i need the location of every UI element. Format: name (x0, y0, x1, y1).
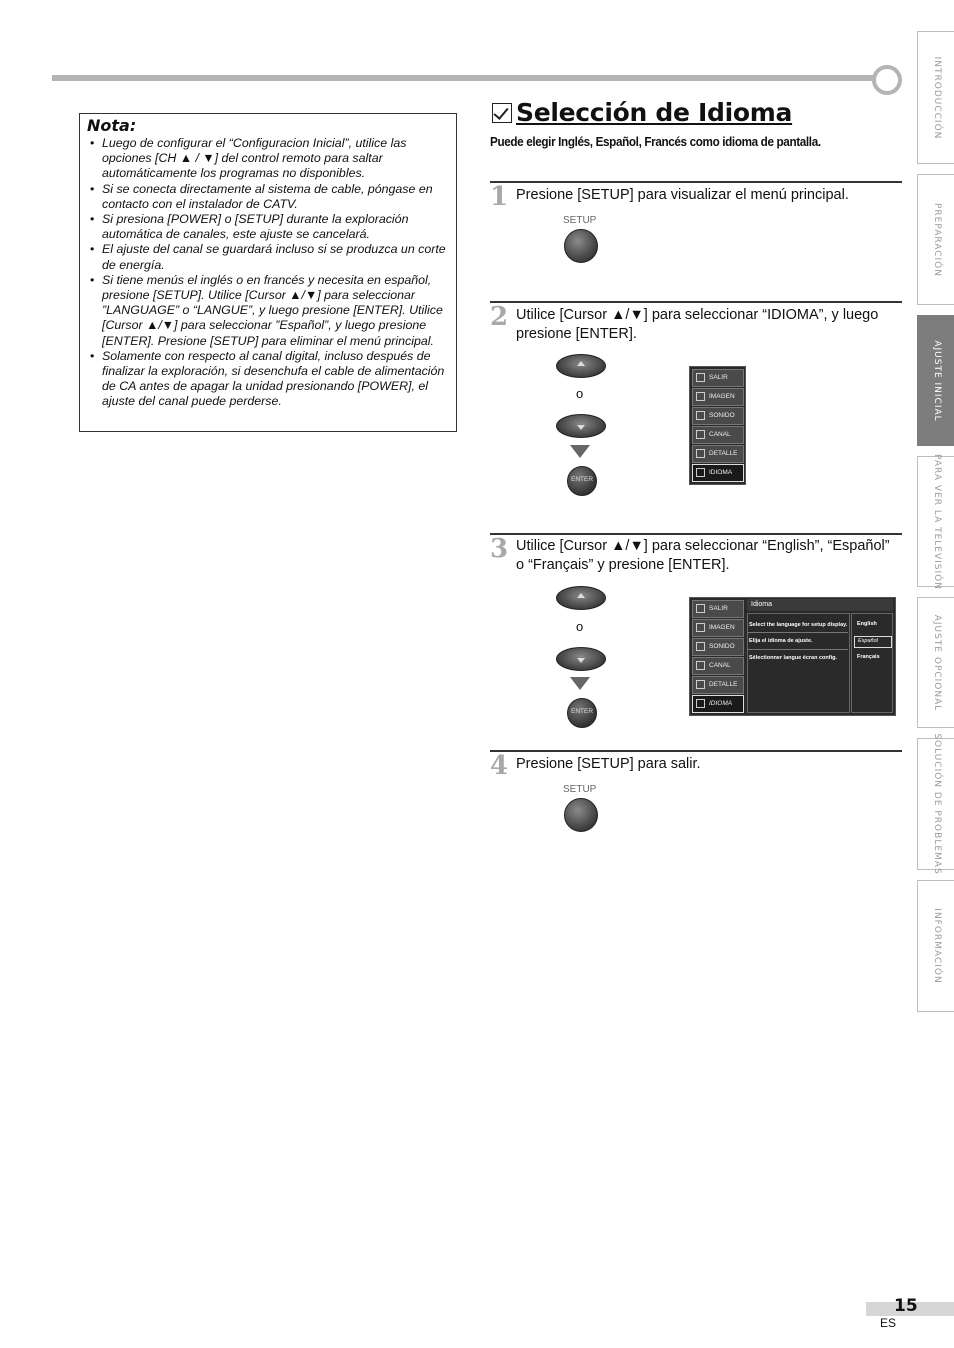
note-list (90, 136, 450, 410)
menu-item-label: SALIR (709, 605, 728, 612)
step-divider (490, 533, 902, 535)
tab-label: PREPARACIÓN (931, 202, 942, 277)
enter-label: ENTER (570, 476, 594, 483)
enter-button[interactable] (567, 466, 597, 496)
menu-item-label: CANAL (709, 662, 731, 669)
description-spanish: Elija el idioma de ajuste. (749, 638, 813, 644)
arrow-down-icon (577, 658, 585, 663)
menu-item-canal[interactable] (692, 657, 744, 675)
tab-preparacion[interactable] (917, 174, 954, 305)
note-item: • El ajuste del canal se guardará incluso si se produzca un corte de energía. (90, 242, 450, 272)
language-icon (696, 468, 705, 477)
step-number: 3 (490, 534, 509, 564)
description-french: Sélectionner langue écran config. (749, 655, 838, 661)
divider (748, 649, 848, 650)
step-text: Presione [SETUP] para salir. (516, 756, 701, 772)
detail-icon (696, 680, 705, 689)
arrow-down-icon (577, 425, 585, 430)
checkbox-icon (492, 103, 512, 123)
tab-introduccion[interactable] (917, 31, 954, 164)
or-label: o (576, 619, 584, 634)
tab-ajuste-inicial[interactable] (917, 315, 954, 446)
step-text: Presione [SETUP] para visualizar el menú principal. (516, 187, 849, 203)
menu-item-idioma[interactable] (692, 695, 744, 713)
panel-header (747, 599, 893, 611)
cursor-up-button[interactable] (556, 354, 606, 378)
option-espanol: Español (858, 638, 878, 644)
menu-item-label: CANAL (709, 431, 731, 438)
tab-para-ver-la-television[interactable] (917, 453, 954, 590)
options-panel (851, 613, 893, 713)
page-number: 15 (894, 1296, 918, 1316)
menu-item-sonido[interactable] (692, 407, 744, 425)
tab-label: INTRODUCCIÓN (931, 56, 942, 139)
back-icon (696, 373, 705, 382)
arrow-up-icon (577, 361, 585, 366)
note-box (79, 113, 457, 432)
description-panel (747, 613, 850, 713)
tab-label: INFORMACIÓN (931, 908, 942, 984)
main-menu-screen (689, 366, 746, 485)
language-icon (696, 699, 705, 708)
setup-button[interactable] (564, 798, 598, 832)
option-english[interactable]: English (857, 621, 877, 627)
menu-item-label: IDIOMA (709, 700, 733, 707)
enter-button[interactable] (567, 698, 597, 728)
menu-item-sonido[interactable] (692, 638, 744, 656)
panel-header-label: Idioma (751, 601, 773, 608)
or-label: o (576, 386, 584, 401)
channel-icon (696, 661, 705, 670)
setup-label: SETUP (563, 215, 597, 226)
tab-label: AJUSTE INICIAL (931, 339, 942, 422)
note-title: Nota: (87, 116, 137, 135)
setup-button[interactable] (564, 229, 598, 263)
menu-item-idioma[interactable] (692, 464, 744, 482)
menu-item-label: SALIR (709, 374, 728, 381)
enter-label: ENTER (570, 708, 594, 715)
tab-informacion[interactable] (917, 880, 954, 1012)
cursor-down-button[interactable] (556, 647, 606, 671)
down-arrow-icon (570, 677, 590, 690)
menu-item-detalle[interactable] (692, 445, 744, 463)
menu-item-label: DETALLE (709, 450, 738, 457)
menu-item-imagen[interactable] (692, 619, 744, 637)
tab-label: AJUSTE OPCIONAL (931, 614, 942, 711)
tab-solucion-de-problemas[interactable] (917, 733, 954, 875)
menu-item-label: IMAGEN (709, 624, 735, 631)
note-item: • Luego de configurar el “Configuracion Inicial”, utilice las opciones [CH ▲ / ▼] del control remoto para saltar automáticamente los programas no disponibles. (90, 136, 450, 182)
step-divider (490, 301, 902, 303)
page-subtitle: Puede elegir Inglés, Español, Francés como idioma de pantalla. (490, 134, 821, 149)
menu-item-canal[interactable] (692, 426, 744, 444)
step-text: Utilice [Cursor ▲/▼] para seleccionar “IDIOMA”, y luego presione [ENTER]. (516, 307, 879, 342)
menu-item-detalle[interactable] (692, 676, 744, 694)
menu-item-label: SONIDO (709, 643, 735, 650)
tab-label: SOLUCIÓN DE PROBLEMAS (931, 733, 942, 875)
step-text: Utilice [Cursor ▲/▼] para seleccionar “English”, “Español” o “Français” y presione [ENTER]. (516, 538, 890, 573)
sound-icon (696, 642, 705, 651)
menu-item-salir[interactable] (692, 600, 744, 618)
cursor-down-button[interactable] (556, 414, 606, 438)
divider (748, 632, 848, 633)
step-divider (490, 750, 902, 752)
note-item: • Si tiene menús el inglés o en francés y necesita en español, presione [SETUP]. Utilice [Cursor ▲/▼] para seleccionar ”LANGUAGE” o “LANGUE”, y luego presione [ENTER]. Utilice [Cursor ▲/▼] para seleccionar ”Español”, y luego presione [ENTER]. Presione [SETUP] para eliminar el menú principal. (90, 273, 450, 349)
note-item: • Si presiona [POWER] o [SETUP] durante la exploración automática de canales, este ajuste se cancelará. (90, 212, 450, 242)
language-menu-screen (689, 597, 896, 716)
description-english: Select the language for setup display. (749, 622, 848, 628)
option-espanol-box[interactable] (854, 636, 892, 648)
channel-icon (696, 430, 705, 439)
detail-icon (696, 449, 705, 458)
down-arrow-icon (570, 445, 590, 458)
arrow-up-icon (577, 593, 585, 598)
step-number: 4 (490, 751, 509, 781)
menu-item-label: IMAGEN (709, 393, 735, 400)
menu-item-label: SONIDO (709, 412, 735, 419)
step-number: 2 (490, 302, 509, 332)
picture-icon (696, 623, 705, 632)
note-item: • Solamente con respecto al canal digital, incluso después de finalizar la exploración, si desenchufa el cable de alimentación de CA antes de apagar la unidad presionando [POWER], el ajuste del canal puede perderse. (90, 349, 450, 410)
setup-label: SETUP (563, 784, 597, 795)
tab-label: PARA VER LA TELEVISIÓN (931, 453, 942, 590)
sound-icon (696, 411, 705, 420)
menu-item-label: IDIOMA (709, 469, 733, 476)
header-rule (52, 75, 882, 81)
cursor-up-button[interactable] (556, 586, 606, 610)
header-rule-circle (872, 65, 902, 95)
page-language: ES (880, 1316, 897, 1330)
picture-icon (696, 392, 705, 401)
menu-item-salir[interactable] (692, 369, 744, 387)
menu-item-label: DETALLE (709, 681, 738, 688)
tab-ajuste-opcional[interactable] (917, 597, 954, 728)
step-number: 1 (490, 182, 509, 212)
step-divider (490, 181, 902, 183)
note-item: • Si se conecta directamente al sistema de cable, póngase en contacto con el instalador de CATV. (90, 182, 450, 212)
menu-item-imagen[interactable] (692, 388, 744, 406)
option-francais[interactable]: Français (857, 654, 880, 660)
page-title: Selección de Idioma (516, 98, 793, 127)
back-icon (696, 604, 705, 613)
